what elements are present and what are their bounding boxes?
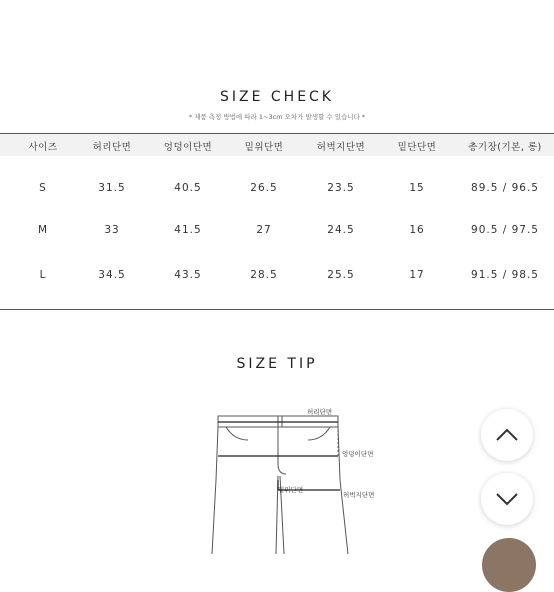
cell-thigh: 23.5: [327, 182, 355, 194]
header-rise: 밑위단면: [244, 142, 284, 153]
floating-action-button[interactable]: [482, 538, 536, 592]
header-thigh: 허벅지단면: [316, 142, 366, 153]
cell-hem: 16: [409, 224, 425, 236]
scroll-down-button[interactable]: [481, 473, 533, 525]
chevron-up-icon: [494, 422, 520, 448]
cell-hip: 43.5: [174, 269, 202, 281]
header-hem: 밑단단면: [397, 142, 437, 153]
cell-hip: 41.5: [174, 224, 202, 236]
cell-size: L: [39, 269, 47, 281]
cell-total-length: 89.5 / 96.5: [471, 182, 539, 194]
measurement-note: * 제품 측정 방법에 따라 1~3cm 오차가 발생할 수 있습니다 *: [188, 113, 366, 121]
cell-rise: 27: [256, 224, 272, 236]
cell-waist: 33: [104, 224, 120, 236]
waist-label: 허리단면: [307, 408, 333, 416]
pants-diagram: [200, 400, 400, 554]
cell-hem: 17: [409, 269, 425, 281]
cell-thigh: 25.5: [327, 269, 355, 281]
header-size: 사이즈: [28, 142, 58, 153]
cell-rise: 26.5: [250, 182, 278, 194]
rise-label: 밑위단면: [278, 486, 304, 494]
cell-total-length: 91.5 / 98.5: [471, 269, 539, 281]
header-hip: 엉덩이단면: [163, 142, 213, 153]
cell-total-length: 90.5 / 97.5: [471, 224, 539, 236]
cell-size: S: [39, 182, 47, 194]
header-waist: 허리단면: [92, 142, 132, 153]
size-tip-title: SIZE TIP: [236, 356, 318, 372]
chevron-down-icon: [494, 486, 520, 512]
header-total-length: 총기장(기본, 롱): [468, 142, 542, 153]
cell-hem: 15: [409, 182, 425, 194]
thigh-label: 허벅지단면: [343, 491, 375, 499]
cell-size: M: [37, 224, 49, 236]
table-bottom-rule: [0, 309, 554, 310]
cell-thigh: 24.5: [327, 224, 355, 236]
hip-label: 엉덩이단면: [342, 450, 374, 458]
cell-waist: 34.5: [98, 269, 126, 281]
cell-hip: 40.5: [174, 182, 202, 194]
scroll-up-button[interactable]: [481, 409, 533, 461]
table-header-row: [0, 134, 554, 156]
size-check-title: SIZE CHECK: [219, 89, 334, 105]
cell-rise: 28.5: [250, 269, 278, 281]
cell-waist: 31.5: [98, 182, 126, 194]
